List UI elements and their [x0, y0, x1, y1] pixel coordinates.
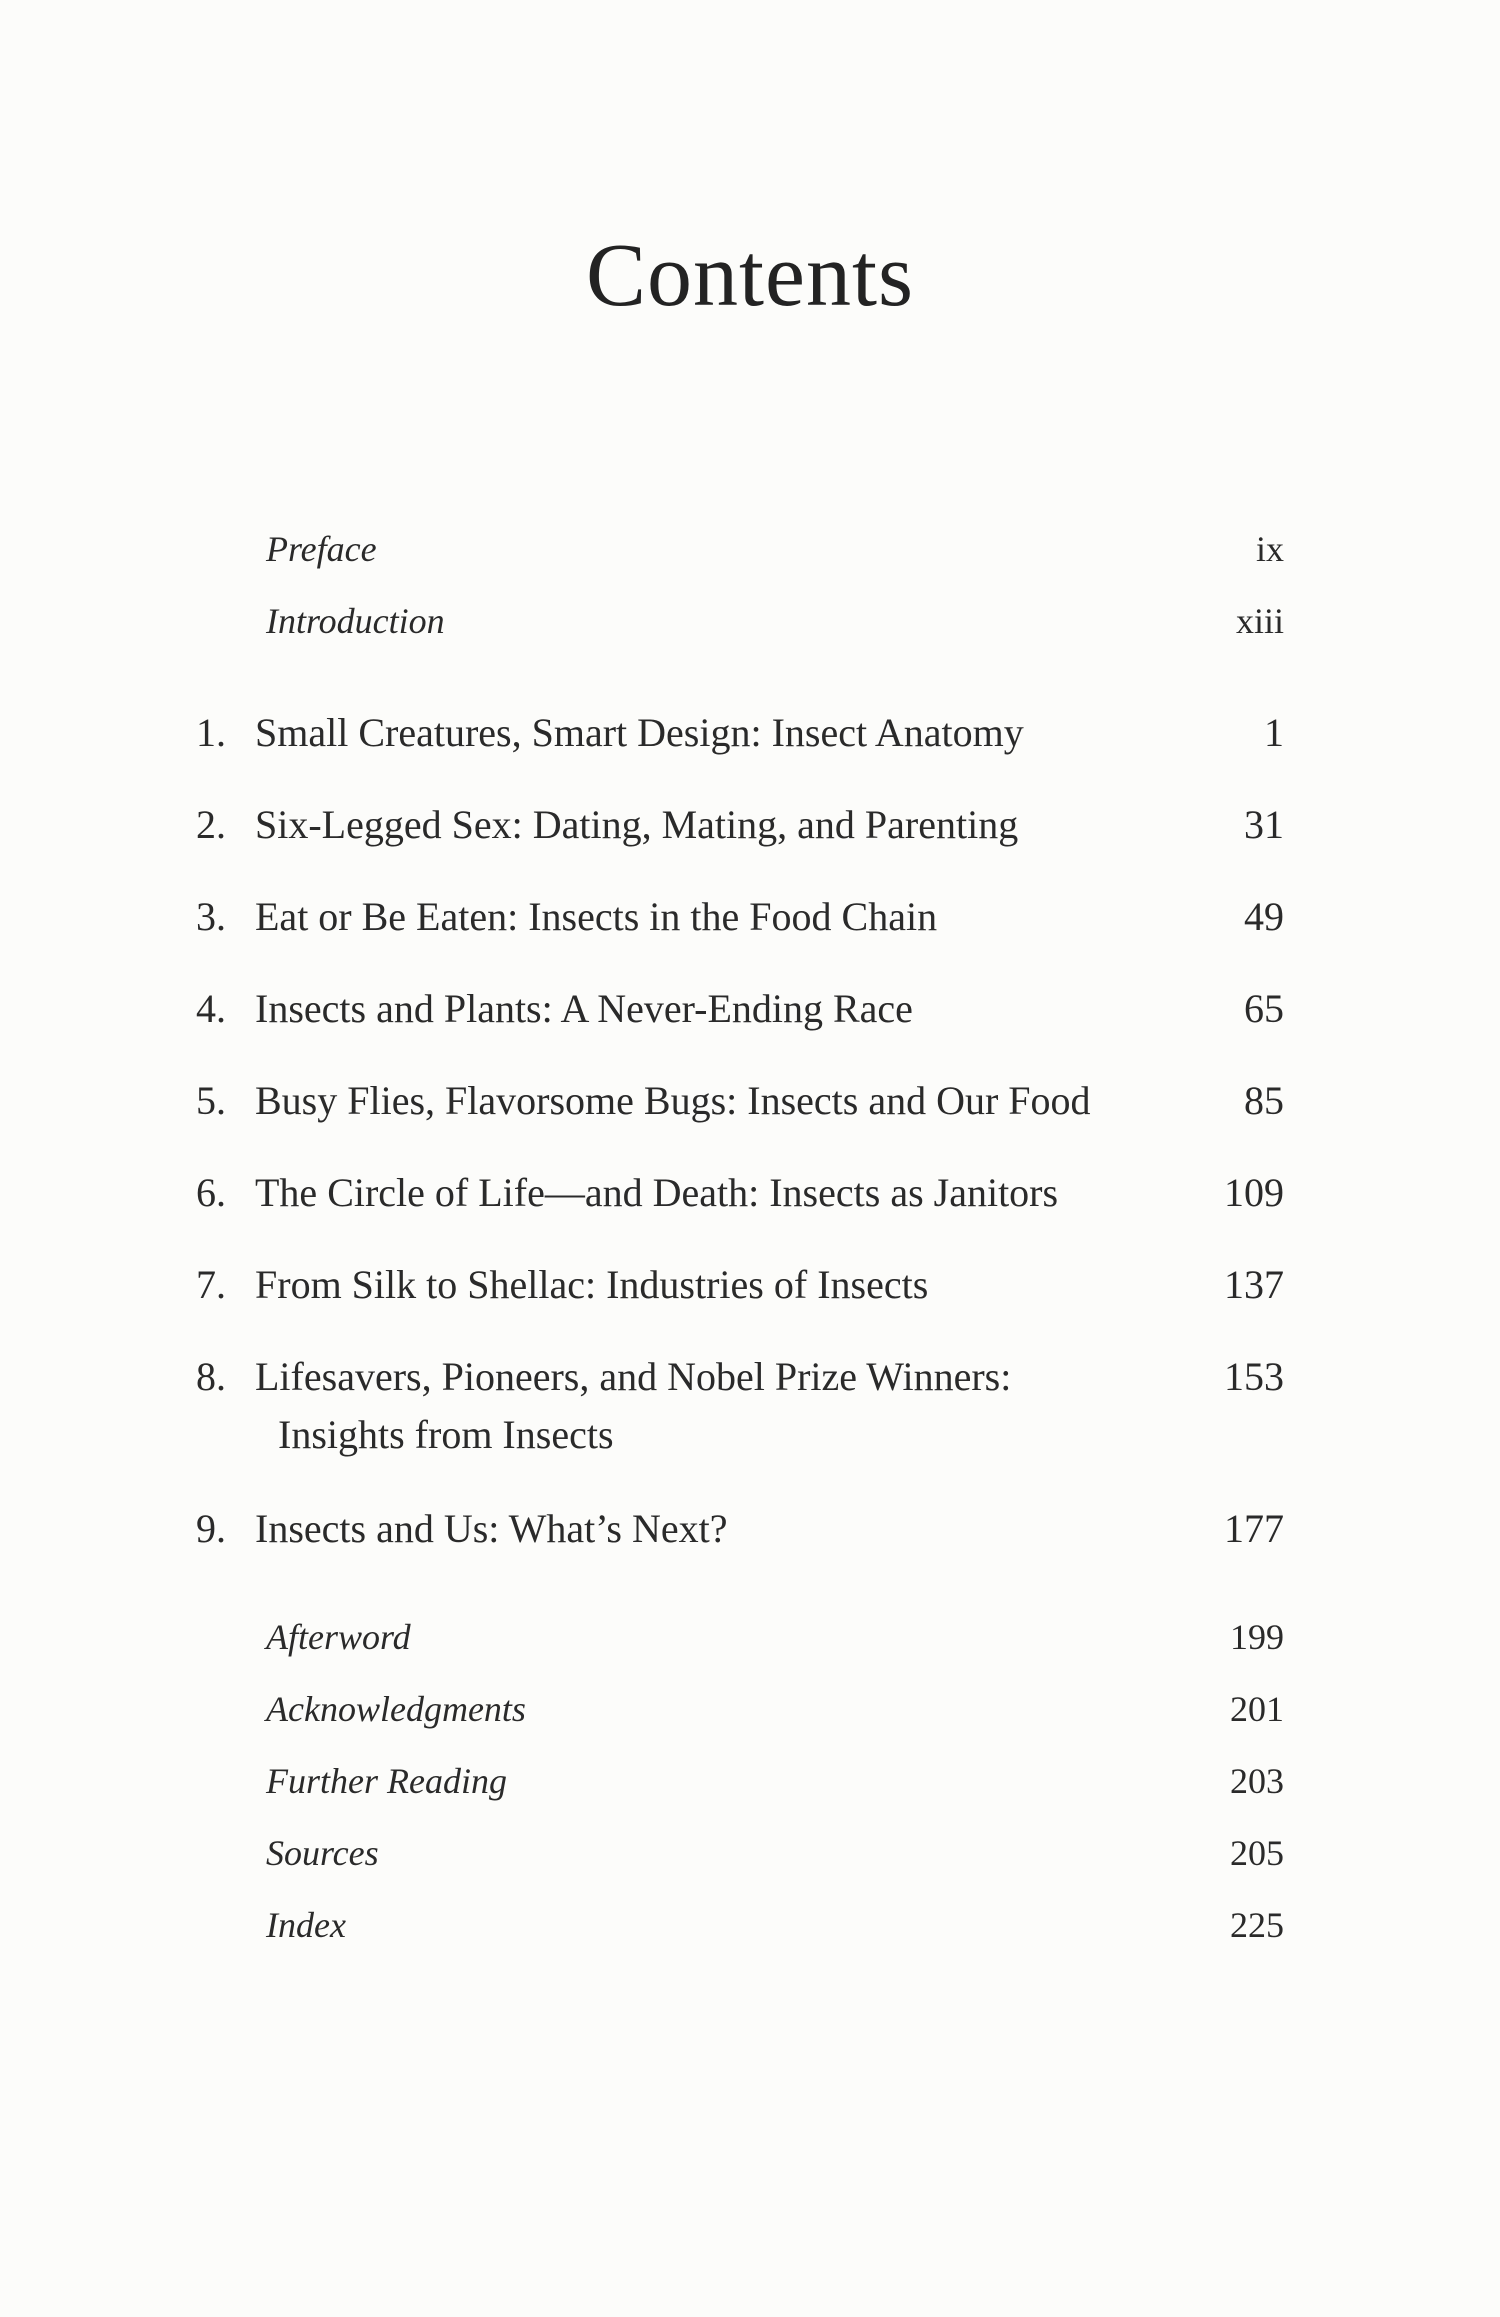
chapter-number: 4. [196, 986, 226, 1031]
toc-entry-title: Afterword [266, 1617, 411, 1657]
chapter-title: Small Creatures, Smart Design: Insect Anatomy [255, 710, 1024, 755]
chapter-title: Six-Legged Sex: Dating, Mating, and Parenting [255, 802, 1019, 847]
toc-entry-page: 205 [1230, 1833, 1284, 1873]
toc-entry-page: ix [1255, 529, 1284, 569]
chapter-page: 1 [1264, 710, 1284, 755]
chapter-page: 65 [1244, 986, 1284, 1031]
chapter-page: 153 [1224, 1354, 1284, 1399]
chapter-number: 3. [196, 894, 226, 939]
toc-entry-title: Index [266, 1905, 346, 1945]
toc-entry-title: Further Reading [266, 1761, 507, 1801]
toc-entry-page: 203 [1230, 1761, 1284, 1801]
chapter-number: 7. [196, 1262, 226, 1307]
chapter-page: 137 [1224, 1262, 1284, 1307]
chapter-page: 177 [1224, 1506, 1284, 1551]
chapter-title: Busy Flies, Flavorsome Bugs: Insects and Our Food [255, 1078, 1091, 1123]
toc-entry-title: Introduction [266, 601, 445, 641]
page-title: Contents [585, 226, 914, 325]
chapter-number: 6. [196, 1170, 226, 1215]
toc-entry-page: 225 [1230, 1905, 1284, 1945]
toc-entry-title: Preface [266, 529, 377, 569]
toc-entry-page: xiii [1235, 601, 1284, 641]
chapter-title-line-2: Insights from Insects [278, 1412, 614, 1457]
toc-entry-title: Sources [266, 1833, 379, 1873]
chapter-number: 5. [196, 1078, 226, 1123]
chapter-page: 85 [1244, 1078, 1284, 1123]
chapter-title [255, 1348, 1175, 1464]
chapter-number: 8. [196, 1354, 226, 1399]
chapter-title: The Circle of Life—and Death: Insects as Janitors [255, 1170, 1059, 1215]
chapter-page: 49 [1244, 894, 1284, 939]
chapter-number: 1. [196, 710, 226, 755]
chapter-page: 31 [1244, 802, 1284, 847]
chapter-title-line-1: Lifesavers, Pioneers, and Nobel Prize Winners: [255, 1354, 1012, 1399]
chapter-title: Insects and Plants: A Never-Ending Race [255, 986, 913, 1031]
chapter-title: Eat or Be Eaten: Insects in the Food Chain [255, 894, 938, 939]
chapter-title: From Silk to Shellac: Industries of Insects [255, 1262, 929, 1307]
toc-entry-page: 201 [1230, 1689, 1284, 1729]
chapter-title: Insects and Us: What’s Next? [255, 1506, 728, 1551]
chapter-number: 2. [196, 802, 226, 847]
chapter-number: 9. [196, 1506, 226, 1551]
chapter-page: 109 [1224, 1170, 1284, 1215]
toc-entry-page: 199 [1230, 1617, 1284, 1657]
toc-entry-title: Acknowledgments [266, 1689, 526, 1729]
